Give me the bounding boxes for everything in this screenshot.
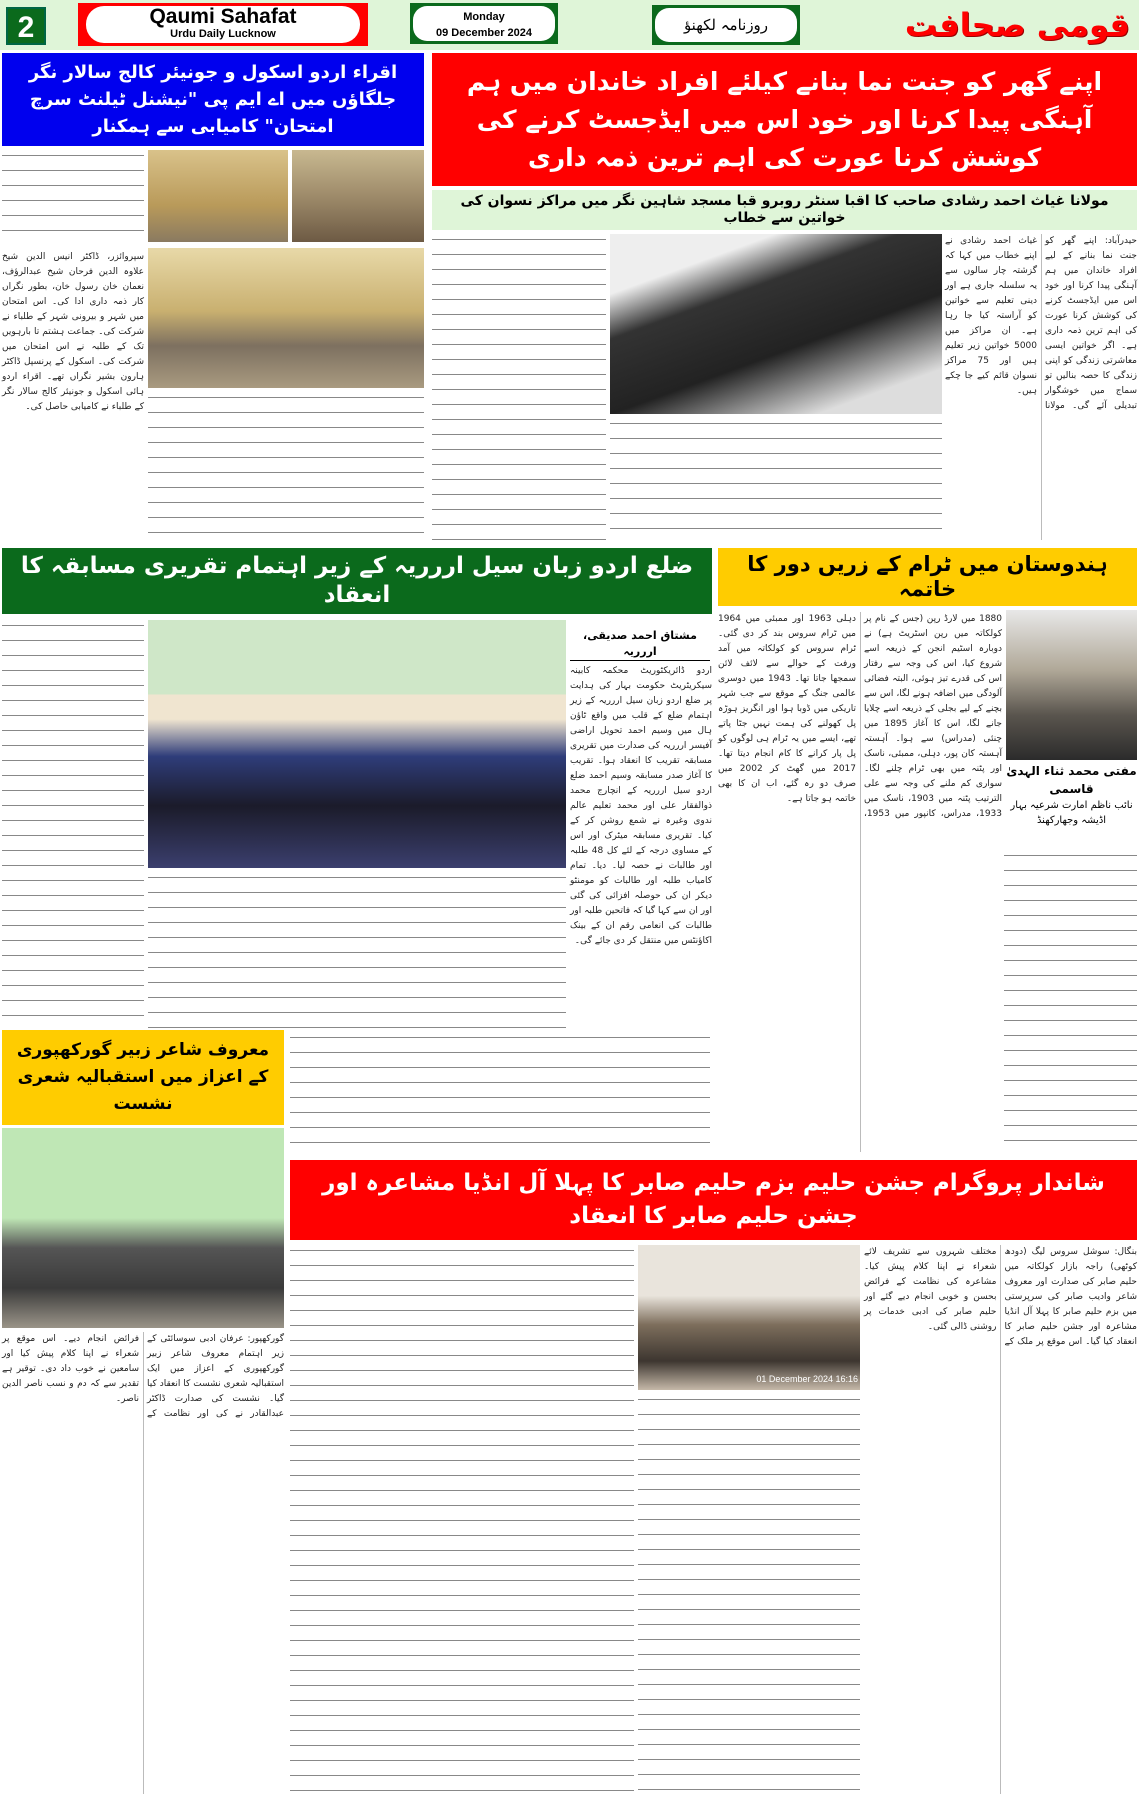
tram-caption-region: اڈیشہ وجھارکھنڈ [1036, 815, 1107, 826]
masthead-title: Qaumi Sahafat [149, 5, 297, 28]
iqra-body-intro [2, 150, 144, 245]
family-body-col-left [432, 234, 606, 540]
iqra-headline: اقراء اردو اسکول و جونیئر کالج سالار نگر جلگاؤں میں اے ایم پی "نیشنل ٹیلنٹ سرچ امتحان" کامیابی سے ہمکنار [2, 53, 424, 146]
iqra-body: سپروائزر، ڈاکٹر انیس الدین شیخ علاوہ الدین فرحان شیخ عبدالرؤف، نعمان خان رسول خان، بطور نگراں کار ذمہ داری ادا کی۔ اس امتحان میں شہر و بیرونی شہر کے طلباء نے شرکت کی۔ جماعت ہشتم تا بارہویں تک کے طلبہ نے اس امتحان میں شرکت کی۔ اسکول کے پرنسپل ڈاکٹر ہارون بشیر نگراں تھے۔ اقراء اردو ہائی اسکول و جونیئر کالج سالار نگر کے طلباء نے کامیابی حاصل کی۔ [2, 252, 144, 412]
araria-body: اردو ڈائریکٹوریٹ محکمہ کابینہ سیکریٹریٹ حکومت بہار کی ہدایت پر ضلع اردو زبان سیل اررریہ کے زیر اہتمام ضلع کے قلب میں واقع ٹاؤن ہال میں وسیم احمد تحویل اراضی آفیسر اررریہ کی صدارت میں تقریری مسابقہ تقریب کا انعقاد ہوا۔ تقریب کا آغاز صدر مسابقہ وسیم احمد ضلع اردو سیل اررریہ کے انچارج محمد ذوالفقار علی اور محمد تعلیم عالم ندوی وغیرہ نے شمع روشن کر کے کیا۔ تقریری مسابقہ میٹرک اور اس کے مساوی درجہ کے لئے کل 48 طلبہ اور طالبات نے حصہ لیا۔ دیا۔ تمام کامیاب طلبہ اور طالبات کو مومنٹو دیکر ان کی حوصلہ افزائی کی گئی اور ان سے کہا گیا کہ فاتحین طلبہ اور طالبات کی انعامی رقم ان کے بینک اکاؤنٹس میں منتقل کر دی جائے گی۔ [570, 666, 712, 946]
araria-byline: مشتاق احمد صدیقی، اررریہ [570, 628, 710, 661]
masthead-subtitle: Urdu Daily Lucknow [170, 28, 276, 40]
day: Monday [463, 11, 505, 23]
zubair-headline: معروف شاعر زبیر گورکھپوری کے اعزاز میں استقبالیہ شعری نشست [2, 1030, 284, 1125]
araria-body-under-photo [148, 872, 566, 1028]
masthead [78, 3, 368, 46]
jashn-body-under-photo [638, 1394, 860, 1794]
family-body-col-under-photo [610, 418, 942, 540]
iqra-photo-group [148, 248, 424, 388]
araria-body-left [2, 620, 144, 1028]
tram-body-right [1004, 850, 1137, 1152]
jashn-body: بنگال: سوشل سروس لیگ (دودھ کوٹھی) راجہ بازار کولکاتہ میں حلیم صابر کی صدارت اور معروف شاعر وادیب صابر کی سرپرستی میں بزم حلیم صابر کا پہلا آل انڈیا مشاعرہ اور جشن حلیم صابر کا انعقاد کیا گیا۔ اس موقع پر ملک کے مختلف شہروں سے تشریف لائے شعراء نے اپنا کلام پیش کیا۔ مشاعرہ کی نظامت کے فرائض بحسن و خوبی انجام دیے گئے اور حلیم صابر کی ادبی خدمات پر روشنی ڈالی گئی۔ [864, 1247, 1137, 1347]
tram-body: 1880 میں لارڈ رپن (جس کے نام پر کولکاتہ میں رپن اسٹریٹ ہے) نے دوبارہ اسٹیم انجن کے ذریعہ اسے شروع کیا، اس کی وجہ سے رفتار اس کی قدرے تیز ہوئی، البتہ فضائی آلودگی میں اضافہ ہونے لگا، اس سے بچنے کے لیے بجلی کے ذریعہ اسے چلایا جانے لگا، اس کا آغاز 1895 میں چنئی (مدراس) سے ہوا۔ آہستہ آہستہ کان پور، دہلی، ممبئی، ناسک اور پٹنہ میں بھی ٹرام چلنے لگا۔ سواری کم ملنے کی وجہ سے علی الترتیب پٹنہ میں 1903، ناسک میں 1933، مدراس، کانپور میں 1953، دہلی 1963 اور ممبئی میں 1964 میں ٹرام سروس بند کر دی گئی۔ ٹرام سروس کو کولکاتہ میں آمد ورفت کے حوالے سے لائف لائن سمجھا جاتا تھا۔ 1943 میں دوسری عالمی جنگ کے موقع سے جب شہر تاریکی میں ڈوبا ہوا اور انگریز ہوڑہ پل کھولنے کی ہمت نہیں جٹا پاتے تھے، ایسے میں یہ ٹرام ہی لوگوں کو پل پار کرانے کا کام انجام دیتا تھا۔ 2017 میں گھٹ کر 2002 میں صرف دو رہ گئے، اب ان کا بھی خاتمہ ہو جاتا ہے۔ [718, 614, 1003, 819]
zubair-body: گورکھپور: عرفان ادبی سوسائٹی کے زیر اہتمام معروف شاعر زبیر گورکھپوری کے اعزاز میں ایک استقبالیہ شعری نشست کا انعقاد کیا گیا۔ نشست کی صدارت ڈاکٹر عبدالقادر نے کی اور نظامت کے فرائض انجام دیے۔ اس موقع پر شعراء نے اپنا کلام پیش کیا اور سامعین نے خوب داد دی۔ توقیر ہے تقدیر سے کہ دم و نسب ناصر الدین ناصر۔ [2, 1334, 284, 1419]
iqra-photo-classroom [148, 150, 288, 242]
date: 09 December 2024 [435, 27, 532, 39]
araria-photo-award [148, 620, 566, 868]
roznama-box [652, 5, 800, 45]
iqra-body-continued [148, 392, 424, 540]
araria-body-bottom [290, 1032, 710, 1152]
zubair-photo-group [2, 1128, 284, 1328]
family-photo-audience [610, 234, 942, 414]
jashn-body-left [290, 1245, 634, 1794]
family-subheadline: مولانا غیاث احمد رشادی صاحب کا اقبا سنٹر روبرو قبا مسجد شاہین نگر میں مراکز نسوان کی خواتین سے خطاب [432, 190, 1137, 230]
jashn-photo-group [638, 1245, 860, 1390]
tram-caption-title: نائب ناظم امارت شرعیہ بہار [1010, 800, 1133, 811]
newspaper-logo: قومی صحافت [904, 6, 1130, 44]
page-number: 2 [6, 7, 46, 45]
family-headline: اپنے گھر کو جنت نما بنانے کیلئے افراد خاندان میں ہم آہنگی پیدا کرنا اور خود اس میں ایڈجسٹ کرنے کی کوشش کرنا عورت کی اہم ترین ذمہ داری [432, 53, 1137, 186]
family-body: حیدرآباد: اپنے گھر کو جنت نما بنانے کے لیے افراد خاندان میں ہم آہنگی پیدا کرنا اور خود اس میں ایڈجسٹ کرنے کی کوشش کرنا عورت کی اہم ترین ذمہ داری ہے۔ اگر خواتین ایسی معاشرتی زندگی کو اپنی زندگی کا حصہ بنالیں تو سماج میں خوشگوار تبدیلی آئے گی۔ مولانا غیاث احمد رشادی نے اپنے خطاب میں کہا کہ گزشتہ چار سالوں سے یہ سلسلہ جاری ہے اور دینی تعلیم سے خواتین کو آراستہ کیا جا رہا ہے۔ ان مراکز میں 5000 خواتین زیر تعلیم ہیں اور 75 مراکز نسوان قائم کیے جا چکے ہیں۔ [945, 236, 1137, 411]
tram-photo-author [1006, 610, 1137, 760]
jashn-headline: شاندار پروگرام جشن حلیم بزم حلیم صابر کا پہلا آل انڈیا مشاعرہ اور جشن حلیم صابر کا انعقاد [290, 1160, 1137, 1240]
tram-headline: ہندوستان میں ٹرام کے زریں دور کا خاتمہ [718, 548, 1137, 606]
date-box [410, 3, 558, 44]
tram-caption-name: مفتی محمد ثناء الہدیٰ قاسمی [1006, 764, 1137, 796]
jashn-photo-timestamp: 01 December 2024 16:16 [756, 1374, 858, 1384]
araria-headline: ضلع اردو زبان سیل اررریہ کے زیر اہتمام تقریری مسابقہ کا انعقاد [2, 548, 712, 614]
tram-photo-caption [1004, 762, 1139, 828]
iqra-photo-exam-hall [292, 150, 424, 242]
roznama-text: روزنامہ لکھنؤ [655, 8, 797, 42]
